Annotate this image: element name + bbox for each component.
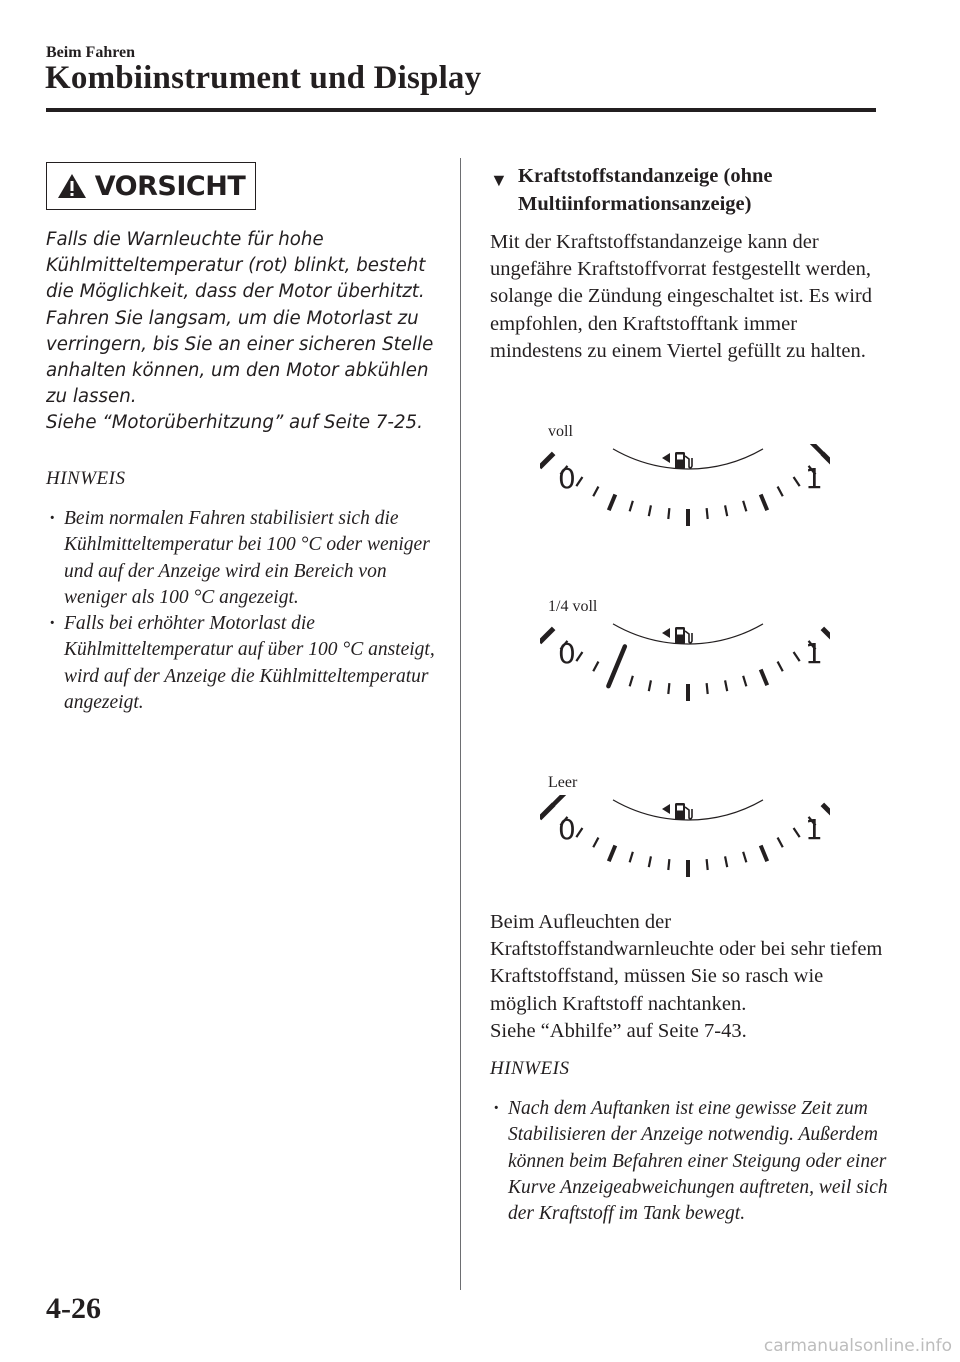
gauge-tick (668, 508, 669, 519)
caution-paragraph: Falls die Warnleuchte für hohe Kühlmitteltemperatur (rot) blinkt, besteht die Möglichkeit, dass der Motor überhitzt. Fahren Sie langsam, um die Motorlast zu verringern, bis Sie an einer sicheren Stelle anhalten können, um den Motor abkühlen zu lassen. (46, 229, 434, 408)
fuel-pump-icon (662, 803, 692, 820)
after-text (490, 909, 890, 1045)
gauge-tick (593, 487, 598, 497)
gauge-tick (822, 804, 830, 818)
gauge-tick (707, 683, 708, 694)
gauge-tick (540, 453, 554, 467)
gauge-tick (593, 662, 598, 672)
gauge-tick (540, 628, 554, 642)
gauge-tick (778, 662, 783, 672)
gauge-tick (778, 487, 783, 497)
gauge-min-label: 0 (558, 637, 576, 670)
note-list (490, 1096, 890, 1227)
after-reference: Siehe “Abhilfe” auf Seite 7-43. (490, 1019, 747, 1042)
gauge-tick (593, 838, 598, 848)
gauge-tick (794, 477, 800, 486)
page-title: Kombiinstrument und Display (45, 60, 482, 96)
caution-reference: Siehe “Motorüberhitzung” auf Seite 7-25. (46, 412, 423, 434)
fuel-gauge-full (540, 444, 830, 554)
gauge-needle (608, 646, 624, 686)
gauge-tick (576, 477, 582, 486)
gauge-tick (649, 856, 651, 867)
list-item: · Beim normalen Fahren stabilisiert sich die Kühlmitteltemperatur bei 100 °C oder weniger und auf der Anzeige wird ein Bereich von weniger als 100 °C angezeigt. (46, 506, 446, 611)
gauge-tick (609, 846, 616, 862)
intro-text (490, 229, 890, 365)
gauge-max-label: 1 (805, 462, 823, 495)
gauge-tick (761, 495, 768, 511)
gauge-tick (743, 852, 746, 863)
gauge-tick (761, 846, 768, 862)
page-number: 4-26 (46, 1292, 101, 1325)
column-divider (460, 158, 461, 1290)
gauge-tick (743, 501, 746, 512)
gauge-tick (822, 628, 830, 642)
note-heading: HINWEIS (490, 1058, 570, 1079)
gauge-tick (630, 852, 633, 863)
section-heading (490, 162, 890, 218)
title-rule (46, 108, 876, 112)
list-item: · Falls bei erhöhter Motorlast die Kühlmitteltemperatur auf über 100 °C ansteigt, wird auf der Anzeige die Kühlmitteltemperatur angezeigt. (46, 611, 446, 716)
gauge-tick (725, 856, 727, 867)
gauge-tick (794, 828, 800, 837)
triangle-down-icon: ▼ (490, 170, 508, 190)
gauge-tick (649, 680, 651, 691)
gauge-max-label: 1 (805, 637, 823, 670)
gauge-tick (707, 859, 708, 870)
gauge-tick (630, 676, 633, 687)
caution-text (46, 227, 446, 437)
warning-icon (57, 173, 87, 199)
fuel-gauge-quarter (540, 619, 830, 729)
gauge-label-quarter: 1/4 voll (548, 598, 598, 615)
gauge-max-label: 1 (805, 813, 823, 846)
gauge-min-label: 0 (558, 462, 576, 495)
section-heading-text: Kraftstoffstandanzeige (ohne Multiinformationsanzeige) (518, 165, 773, 215)
gauge-label-full: voll (548, 423, 573, 440)
after-paragraph: Beim Aufleuchten der Kraftstoffstandwarnleuchte oder bei sehr tiefem Kraftstoffstand, müssen Sie so rasch wie möglich Kraftstoff nachtanken. (490, 911, 883, 1015)
gauge-tick (725, 680, 727, 691)
section-label: Beim Fahren (46, 44, 136, 61)
gauge-tick (649, 505, 651, 516)
gauge-tick (668, 859, 669, 870)
fuel-gauge-empty (540, 795, 830, 905)
gauge-tick (630, 501, 633, 512)
intro-paragraph: Mit der Kraftstoffstandanzeige kann der ungefähre Kraftstoffvorrat festgestellt werden, solange die Zündung eingeschaltet ist. Es wird empfohlen, den Kraftstofftank immer mindestens zu einem Viertel gefüllt zu halten. (490, 231, 873, 362)
gauge-tick (668, 683, 669, 694)
list-item: · Nach dem Auftanken ist eine gewisse Zeit zum Stabilisieren der Anzeige notwendig. Außerdem können beim Befahren einer Steigung oder einer Kurve Anzeigeabweichungen auftreten, weil sich der Kraftstoff im Tank bewegt. (490, 1096, 890, 1227)
gauge-tick (576, 828, 582, 837)
fuel-pump-icon (662, 452, 692, 469)
watermark: carmanualsonline.info (763, 1336, 952, 1356)
gauge-tick (761, 670, 768, 686)
gauge-tick (707, 508, 708, 519)
gauge-tick (576, 652, 582, 661)
gauge-tick (725, 505, 727, 516)
gauge-tick (743, 676, 746, 687)
caution-label: VORSICHT (94, 170, 246, 202)
gauge-tick (609, 495, 616, 511)
fuel-pump-icon (662, 627, 692, 644)
gauge-tick (778, 838, 783, 848)
gauge-min-label: 0 (558, 813, 576, 846)
note-heading: HINWEIS (46, 468, 126, 489)
gauge-label-empty: Leer (548, 774, 578, 791)
caution-box (46, 162, 256, 210)
gauge-tick (794, 652, 800, 661)
note-list (46, 506, 446, 716)
